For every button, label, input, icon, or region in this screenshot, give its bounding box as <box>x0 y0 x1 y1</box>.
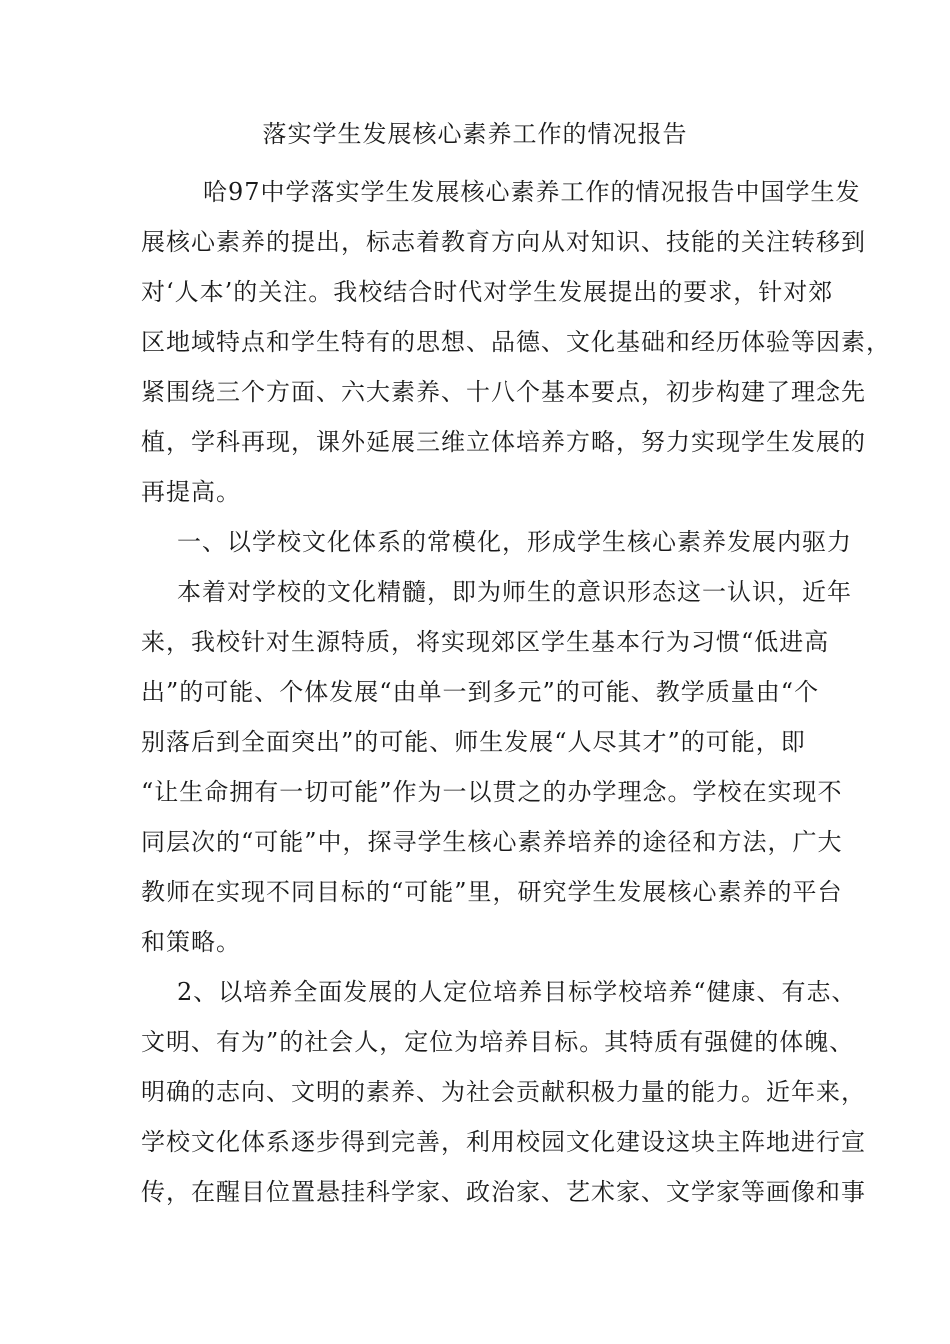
paragraph-3-line-5: 传，在醒目位置悬挂科学家、政治家、艺术家、文学家等画像和事 <box>141 1178 866 1206</box>
paragraph-1-line-7: 再提高。 <box>141 478 241 506</box>
document-title: 落实学生发展核心素养工作的情况报告 <box>262 120 688 148</box>
paragraph-1-line-5: 紧围绕三个方面、六大素养、十八个基本要点，初步构建了理念先 <box>141 378 866 406</box>
paragraph-3-line-1: 2、以培养全面发展的人定位培养目标学校培养“健康、有志、 <box>177 978 857 1006</box>
paragraph-2-line-6: 同层次的“可能”中，探寻学生核心素养培养的途径和方法，广大 <box>141 828 843 856</box>
paragraph-2-line-7: 教师在实现不同目标的“可能”里，研究学生发展核心素养的平台 <box>141 878 843 906</box>
paragraph-2-line-8: 和策略。 <box>141 928 241 956</box>
paragraph-1-line-4: 区地域特点和学生特有的思想、品德、文化基础和经历体验等因素， <box>141 328 891 356</box>
paragraph-3-line-3: 明确的志向、文明的素养、为社会贡献积极力量的能力。近年来， <box>141 1078 866 1106</box>
paragraph-1-line-2: 展核心素养的提出，标志着教育方向从对知识、技能的关注转移到 <box>141 228 866 256</box>
paragraph-3-line-2: 文明、有为”的社会人，定位为培养目标。其特质有强健的体魄、 <box>141 1028 855 1056</box>
section-heading-1: 一、以学校文化体系的常模化，形成学生核心素养发展内驱力 <box>177 528 852 556</box>
paragraph-1-line-6: 植，学科再现，课外延展三维立体培养方略，努力实现学生发展的 <box>141 428 866 456</box>
paragraph-1-line-3: 对‘人本’的关注。我校结合时代对学生发展提出的要求，针对郊 <box>141 278 834 306</box>
paragraph-2-line-4: 别落后到全面突出”的可能、师生发展“人尽其才”的可能，即 <box>141 728 806 756</box>
paragraph-3-line-4: 学校文化体系逐步得到完善，利用校园文化建设这块主阵地进行宣 <box>141 1128 866 1156</box>
paragraph-2-line-1: 本着对学校的文化精髓，即为师生的意识形态这一认识，近年 <box>177 578 852 606</box>
paragraph-1-line-1: 哈97中学落实学生发展核心素养工作的情况报告中国学生发 <box>203 178 861 206</box>
paragraph-2-line-3: 出”的可能、个体发展“由单一到多元”的可能、教学质量由“个 <box>141 678 820 706</box>
paragraph-2-line-2: 来，我校针对生源特质，将实现郊区学生基本行为习惯“低进高 <box>141 628 830 656</box>
paragraph-2-line-5: “让生命拥有一切可能”作为一以贯之的办学理念。学校在实现不 <box>141 778 843 806</box>
